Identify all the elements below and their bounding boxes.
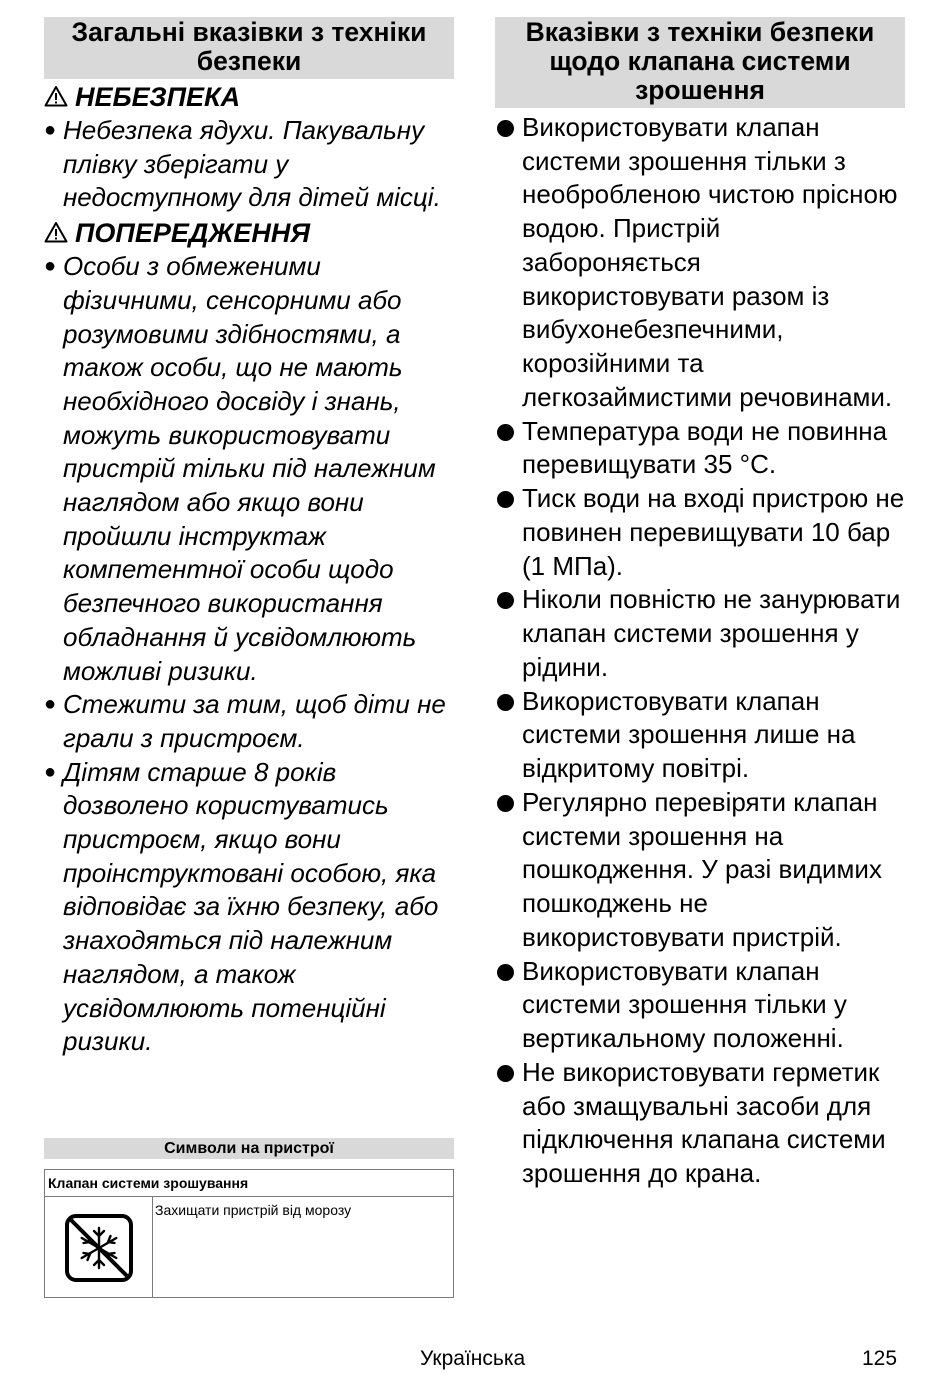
warning-triangle-icon <box>44 221 68 243</box>
valve-safety-item <box>495 1056 905 1191</box>
symbols-table-row <box>45 1197 453 1298</box>
frost-protection-icon <box>63 1212 135 1284</box>
right-column <box>495 17 905 1191</box>
symbol-icon-cell <box>45 1197 153 1298</box>
valve-safety-item-text: Використовувати клапан системи зрошення лише на відкритому повітрі. <box>522 685 856 784</box>
page-number: 125 <box>862 1347 898 1370</box>
valve-safety-item-text: Ніколи повністю не занурювати клапан системи зрошення у рідини. <box>522 584 901 682</box>
bullet-dot <box>497 694 514 711</box>
bullet-dot <box>497 1065 514 1082</box>
warning-list <box>44 250 454 1059</box>
left-column <box>44 17 454 1059</box>
warning-item-text: Особи з обмеженими фізичними, сенсорними або розумовими здібностями, а також особи, що не мають необхідного досвіду і знань, можуть використовувати пристрій тільки під належним наглядом або якщо вони пройшли інструктаж компетентної особи щодо безпечного використання обладнання й усвідомлюють можливі ризики. <box>63 251 436 686</box>
valve-safety-item <box>495 583 905 684</box>
valve-safety-item-text: Використовувати клапан системи зрошення тільки у вертикальному положенні. <box>522 955 847 1054</box>
footer-language: Українська <box>420 1347 526 1370</box>
valve-safety-item-text: Не використовувати герметик або змащувальні засоби для підключення клапана системи зрошення до крана. <box>522 1057 886 1189</box>
symbols-table-title: Клапан системи зрошування <box>45 1170 453 1197</box>
bullet: ● <box>44 760 57 783</box>
danger-list <box>44 114 454 215</box>
warning-item <box>44 756 454 1059</box>
valve-safety-item-text: Температура води не повинна перевищувати 35 °C. <box>522 415 888 480</box>
bullet: ● <box>44 693 57 716</box>
warning-title-text: ПОПЕРЕДЖЕННЯ <box>75 218 311 249</box>
danger-item <box>44 114 454 215</box>
valve-safety-item-text: Регулярно перевіряти клапан системи зрошення на пошкодження. У разі видимих пошкоджень не використовувати пристрій. <box>522 787 882 952</box>
warning-title <box>44 216 454 250</box>
valve-safety-item <box>495 955 905 1056</box>
symbol-description: Захищати пристрій від морозу <box>155 1202 352 1218</box>
symbols-heading: Символи на пристрої <box>44 1138 454 1159</box>
bullet-dot <box>497 491 514 508</box>
valve-safety-item-text: Використовувати клапан системи зрошення тільки з необробленою чистою прісною водою. Пристрій забороняється використовувати разом із вибухонебезпечними, корозійними та легкозаймистими речовинами. <box>522 112 898 412</box>
warning-triangle-icon <box>44 85 68 107</box>
valve-safety-item <box>495 482 905 583</box>
valve-safety-heading: Вказівки з техніки безпеки щодо клапана системи зрошення <box>495 17 905 108</box>
bullet: ● <box>44 255 57 278</box>
danger-title <box>44 80 454 114</box>
warning-item <box>44 688 454 755</box>
warning-item <box>44 250 454 688</box>
bullet-dot <box>497 964 514 981</box>
bullet: ● <box>44 119 57 141</box>
danger-title-text: НЕБЕЗПЕКА <box>75 82 241 112</box>
valve-safety-item-text: Тиск води на вході пристрою не повинен перевищувати 10 бар (1 МПа). <box>522 483 905 581</box>
valve-safety-item <box>495 685 905 786</box>
warning-item-text: Стежити за тим, щоб діти не грали з пристроєм. <box>63 689 446 753</box>
bullet-dot <box>497 120 514 137</box>
symbols-table <box>44 1169 454 1298</box>
bullet-dot <box>497 424 514 441</box>
bullet-dot <box>497 795 514 812</box>
valve-safety-list <box>495 111 905 1191</box>
general-safety-heading: Загальні вказівки з техніки безпеки <box>44 17 454 79</box>
valve-safety-item <box>495 111 905 414</box>
warning-item-text: Дітям старше 8 років дозволено користуватись пристроєм, якщо вони проінструктовані особою, яка відповідає за їхню безпеку, або знаходяться під належним наглядом, а також усвідомлюють потенційні ризики. <box>63 756 439 1057</box>
bullet-dot <box>497 592 514 609</box>
danger-item-text: Небезпека ядухи. Пакувальну плівку зберігати у недоступному для дітей місці. <box>63 115 441 213</box>
valve-safety-item <box>495 415 905 482</box>
valve-safety-item <box>495 786 905 955</box>
